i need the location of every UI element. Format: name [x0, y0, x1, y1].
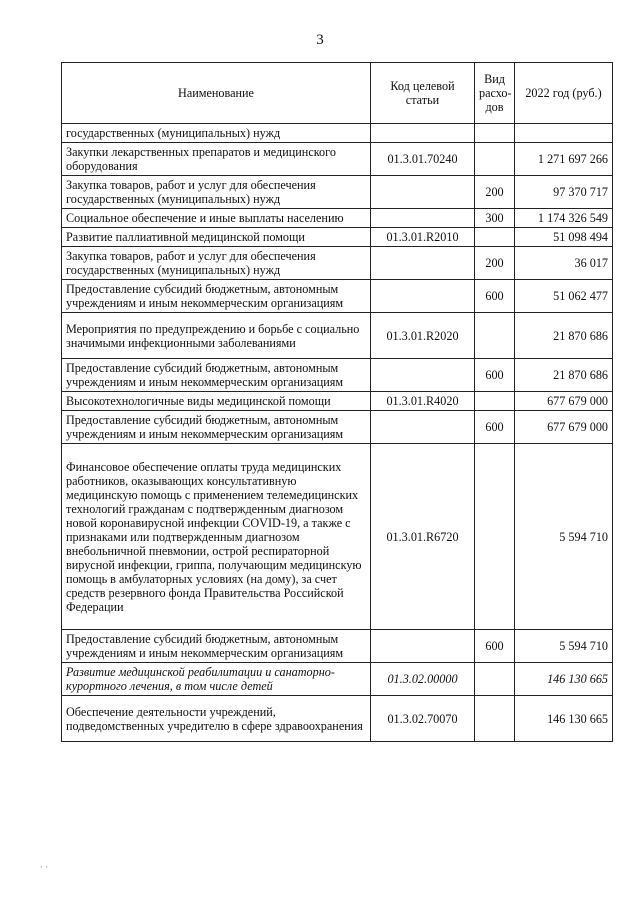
row-kind-cell: [475, 663, 515, 696]
row-code-cell: [371, 176, 475, 209]
row-code-cell: [371, 247, 475, 280]
row-code-cell: 01.3.02.00000: [371, 663, 475, 696]
header-name: Наименование: [62, 63, 371, 124]
row-code-cell: [371, 359, 475, 392]
row-kind-cell: 600: [475, 411, 515, 444]
row-amount-cell: 146 130 665: [515, 663, 613, 696]
row-code-cell: [371, 411, 475, 444]
table-row: [62, 630, 613, 663]
header-code: Код целевой статьи: [371, 63, 475, 124]
table-row: [62, 124, 613, 143]
table-header-row: [62, 63, 613, 124]
row-name-cell: Высокотехнологичные виды медицинской помощи: [62, 392, 371, 411]
row-amount-cell: 1 271 697 266: [515, 143, 613, 176]
row-amount-cell: 36 017: [515, 247, 613, 280]
row-name-cell: Социальное обеспечение и иные выплаты населению: [62, 209, 371, 228]
row-name-cell: Закупка товаров, работ и услуг для обеспечения государственных (муниципальных) нужд: [62, 176, 371, 209]
table-row: [62, 696, 613, 742]
table-row: [62, 280, 613, 313]
row-name-cell: государственных (муниципальных) нужд: [62, 124, 371, 143]
row-code-cell: 01.3.01.R2010: [371, 228, 475, 247]
row-kind-cell: [475, 313, 515, 359]
scan-marks: · ·: [40, 862, 49, 872]
row-name-cell: Предоставление субсидий бюджетным, автономным учреждениям и иным некоммерческим организациям: [62, 411, 371, 444]
row-amount-cell: 21 870 686: [515, 313, 613, 359]
header-kind: Вид расхо-дов: [475, 63, 515, 124]
row-amount-cell: 97 370 717: [515, 176, 613, 209]
table-row: [62, 444, 613, 630]
row-amount-cell: [515, 124, 613, 143]
row-code-cell: 01.3.01.R4020: [371, 392, 475, 411]
table-row: [62, 663, 613, 696]
row-amount-cell: 5 594 710: [515, 630, 613, 663]
row-name-cell: Развитие медицинской реабилитации и санаторно-курортного лечения, в том числе детей: [62, 663, 371, 696]
row-name-cell: Закупки лекарственных препаратов и медицинского оборудования: [62, 143, 371, 176]
row-code-cell: [371, 209, 475, 228]
row-code-cell: [371, 124, 475, 143]
table-row: [62, 313, 613, 359]
row-kind-cell: 600: [475, 280, 515, 313]
row-amount-cell: 51 098 494: [515, 228, 613, 247]
table-row: [62, 411, 613, 444]
row-name-cell: Предоставление субсидий бюджетным, автономным учреждениям и иным некоммерческим организациям: [62, 280, 371, 313]
row-kind-cell: [475, 696, 515, 742]
row-kind-cell: [475, 143, 515, 176]
table-row: [62, 228, 613, 247]
table-row: [62, 392, 613, 411]
row-amount-cell: 5 594 710: [515, 444, 613, 630]
row-code-cell: 01.3.01.R6720: [371, 444, 475, 630]
table-row: [62, 359, 613, 392]
budget-table: [61, 62, 613, 742]
row-kind-cell: 600: [475, 630, 515, 663]
table-row: [62, 176, 613, 209]
row-code-cell: 01.3.02.70070: [371, 696, 475, 742]
table-row: [62, 209, 613, 228]
row-code-cell: [371, 280, 475, 313]
row-name-cell: Обеспечение деятельности учреждений, подведомственных учредителю в сфере здравоохранения: [62, 696, 371, 742]
row-kind-cell: [475, 228, 515, 247]
row-kind-cell: 300: [475, 209, 515, 228]
row-name-cell: Финансовое обеспечение оплаты труда медицинских работников, оказывающих консультативную медицинскую помощь с применением телемедицинских технологий гражданам с подтвержденным диагнозом новой коронавирусной инфекции COVID-19, а также с признаками или подтвержденным диагнозом внебольничной пневмонии, острой респираторной вирусной инфекции, гриппа, получающим медицинскую помощь в амбулаторных условиях (на дому), за счет средств резервного фонда Правительства Российской Федерации: [62, 444, 371, 630]
row-name-cell: Развитие паллиативной медицинской помощи: [62, 228, 371, 247]
page-number: 3: [316, 32, 324, 48]
row-name-cell: Предоставление субсидий бюджетным, автономным учреждениям и иным некоммерческим организациям: [62, 630, 371, 663]
header-amount: 2022 год (руб.): [515, 63, 613, 124]
row-name-cell: Предоставление субсидий бюджетным, автономным учреждениям и иным некоммерческим организациям: [62, 359, 371, 392]
row-kind-cell: 200: [475, 247, 515, 280]
row-code-cell: 01.3.01.R2020: [371, 313, 475, 359]
row-kind-cell: 600: [475, 359, 515, 392]
row-kind-cell: [475, 444, 515, 630]
table-body: [62, 124, 613, 742]
row-amount-cell: 1 174 326 549: [515, 209, 613, 228]
row-code-cell: 01.3.01.70240: [371, 143, 475, 176]
row-amount-cell: 21 870 686: [515, 359, 613, 392]
row-amount-cell: 51 062 477: [515, 280, 613, 313]
row-amount-cell: 677 679 000: [515, 392, 613, 411]
row-kind-cell: [475, 124, 515, 143]
row-kind-cell: 200: [475, 176, 515, 209]
row-amount-cell: 677 679 000: [515, 411, 613, 444]
row-name-cell: Мероприятия по предупреждению и борьбе с социально значимыми инфекционными заболеваниями: [62, 313, 371, 359]
row-kind-cell: [475, 392, 515, 411]
row-code-cell: [371, 630, 475, 663]
row-amount-cell: 146 130 665: [515, 696, 613, 742]
row-name-cell: Закупка товаров, работ и услуг для обеспечения государственных (муниципальных) нужд: [62, 247, 371, 280]
table-row: [62, 143, 613, 176]
table-row: [62, 247, 613, 280]
